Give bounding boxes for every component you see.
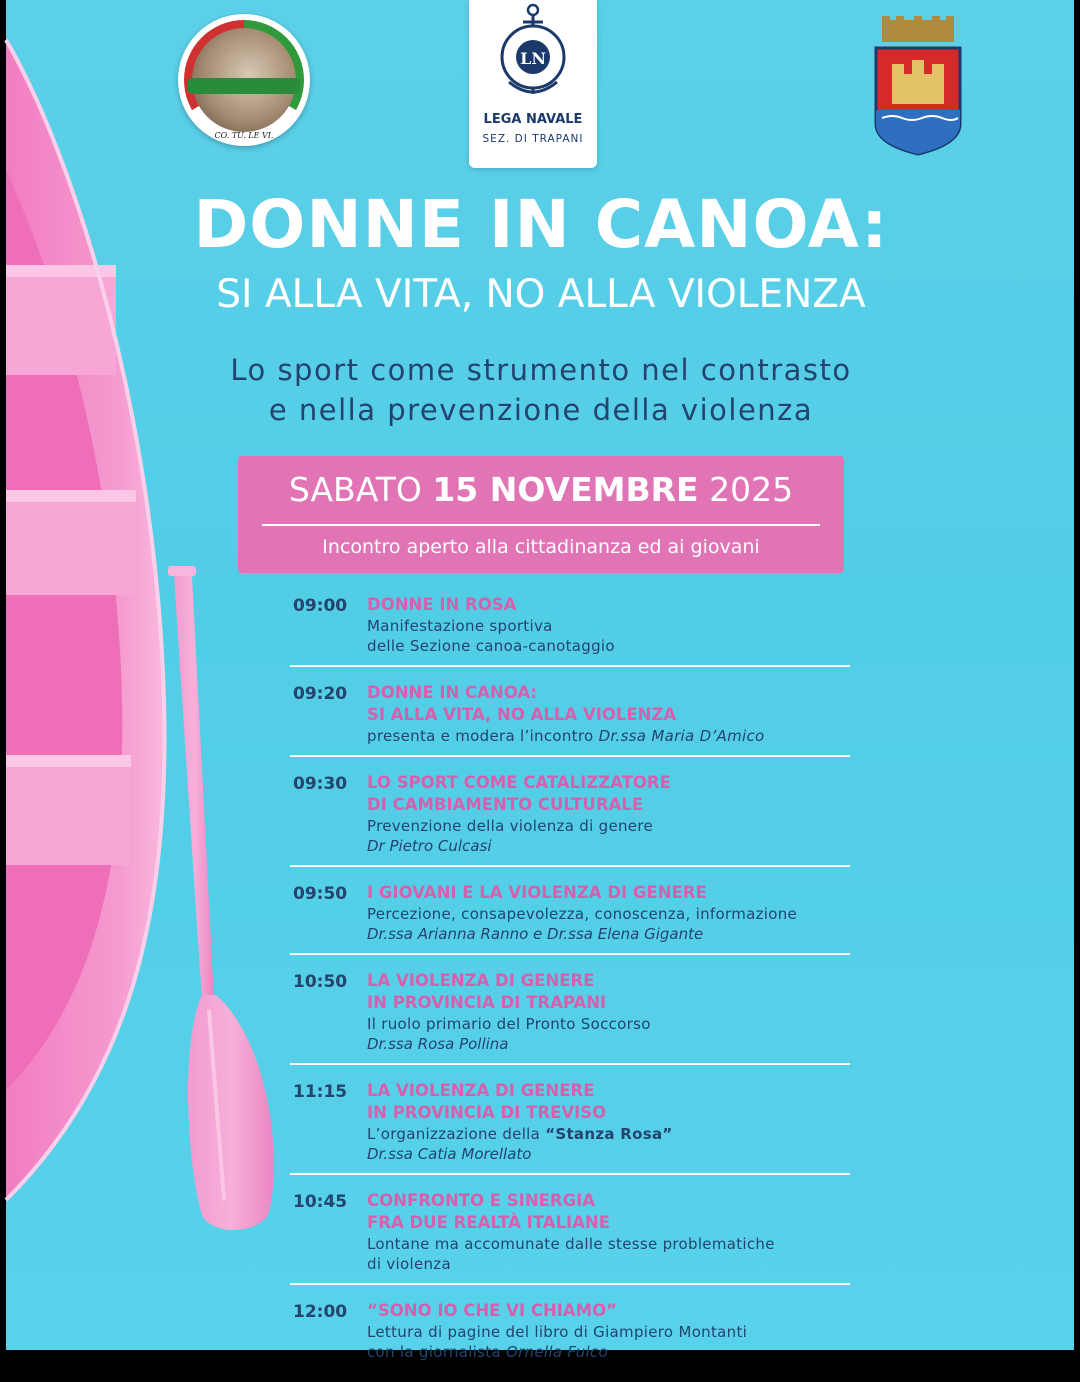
schedule-desc-text: L’organizzazione della	[367, 1125, 546, 1143]
schedule-item	[290, 878, 850, 955]
schedule-item	[290, 590, 850, 667]
tagline-line-2: e nella prevenzione della violenza	[268, 393, 814, 427]
schedule-desc: Prevenzione della violenza di genere	[367, 817, 653, 835]
schedule-time: 09:20	[293, 684, 348, 704]
tagline	[136, 350, 946, 430]
schedule-title: DONNE IN ROSA	[367, 595, 517, 614]
schedule-title: IN PROVINCIA DI TREVISO	[367, 1103, 607, 1122]
schedule-item	[290, 966, 850, 1065]
schedule-title: LO SPORT COME CATALIZZATORE	[367, 773, 671, 792]
logo-banner	[188, 78, 300, 94]
schedule-speaker: Dr.ssa Catia Morellato	[367, 1145, 532, 1163]
schedule-title: DI CAMBIAMENTO CULTURALE	[367, 795, 644, 814]
tagline-line-1: Lo sport come strumento nel contrasto	[230, 353, 852, 387]
schedule-title: SI ALLA VITA, NO ALLA VIOLENZA	[367, 705, 677, 724]
schedule-desc: Manifestazione sportiva	[367, 617, 553, 635]
anchor-emblem-icon	[497, 2, 569, 102]
schedule-time: 09:50	[293, 884, 348, 904]
schedule-time: 10:50	[293, 972, 348, 992]
page-subtitle: SI ALLA VITA, NO ALLA VIOLENZA	[216, 272, 866, 317]
schedule-title: LA VIOLENZA DI GENERE	[367, 1081, 595, 1100]
event-date	[238, 470, 844, 509]
schedule-speaker: Dr.ssa Arianna Ranno e Dr.ssa Elena Gigante	[367, 925, 704, 943]
schedule-desc: Lettura di pagine del libro di Giampiero Montanti	[367, 1323, 748, 1341]
emblem-monogram: LN	[520, 49, 546, 68]
trapani-coat-of-arms	[872, 14, 964, 156]
page-title: DONNE IN CANOA:	[193, 186, 889, 263]
schedule-time: 12:00	[293, 1302, 348, 1322]
event-year: 2025	[709, 470, 794, 509]
schedule-desc: Percezione, consapevolezza, conoscenza, informazione	[367, 905, 798, 923]
schedule-speaker: Dr Pietro Culcasi	[367, 837, 492, 855]
schedule-desc-text: presenta e modera l’incontro	[367, 727, 594, 745]
event-note: Incontro aperto alla cittadinanza ed ai giovani	[322, 536, 760, 558]
schedule-title: FRA DUE REALTÀ ITALIANE	[367, 1213, 611, 1232]
event-date-bold: 15 NOVEMBRE	[432, 470, 699, 509]
schedule-desc-text: con la giornalista	[367, 1343, 506, 1361]
lega-navale-logo	[469, 0, 597, 168]
schedule-title: “SONO IO CHE VI CHIAMO”	[367, 1301, 617, 1320]
schedule-title: LA VIOLENZA DI GENERE	[367, 971, 595, 990]
schedule	[290, 590, 850, 1382]
schedule-title: I GIOVANI E LA VIOLENZA DI GENERE	[367, 883, 707, 902]
schedule-time: 09:00	[293, 596, 348, 616]
schedule-title: CONFRONTO E SINERGIA	[367, 1191, 596, 1210]
date-divider	[262, 524, 820, 526]
schedule-desc	[367, 726, 850, 746]
schedule-title: IN PROVINCIA DI TRAPANI	[367, 993, 607, 1012]
schedule-desc	[367, 1342, 850, 1362]
schedule-item	[290, 1186, 850, 1285]
lega-navale-name: LEGA NAVALE	[483, 112, 583, 127]
schedule-title: DONNE IN CANOA:	[367, 683, 537, 702]
schedule-desc: Lontane ma accomunate dalle stesse problematiche	[367, 1235, 775, 1253]
lega-navale-section: SEZ. DI TRAPANI	[482, 133, 584, 145]
schedule-item	[290, 1296, 850, 1371]
schedule-desc: delle Sezione canoa-canotaggio	[367, 637, 615, 655]
schedule-item	[290, 768, 850, 867]
schedule-desc-bold: “Stanza Rosa”	[545, 1125, 673, 1143]
schedule-time: 11:15	[293, 1082, 348, 1102]
poster	[6, 0, 1074, 1361]
schedule-time: 09:30	[293, 774, 348, 794]
schedule-time: 10:45	[293, 1192, 348, 1212]
schedule-item	[290, 678, 850, 757]
schedule-desc: di violenza	[367, 1255, 451, 1273]
schedule-desc: Il ruolo primario del Pronto Soccorso	[367, 1015, 651, 1033]
schedule-speaker: Dr.ssa Maria D’Amico	[598, 727, 765, 745]
schedule-desc	[367, 1124, 850, 1144]
schedule-item	[290, 1076, 850, 1175]
schedule-speaker: Ornella Fulco	[506, 1343, 609, 1361]
logo-caption: CO. TU. LE VI.	[214, 131, 274, 140]
event-day: SABATO	[288, 470, 422, 509]
event-date-box	[238, 456, 844, 573]
organizer-logo	[178, 14, 310, 146]
schedule-speaker: Dr.ssa Rosa Pollina	[367, 1035, 509, 1053]
